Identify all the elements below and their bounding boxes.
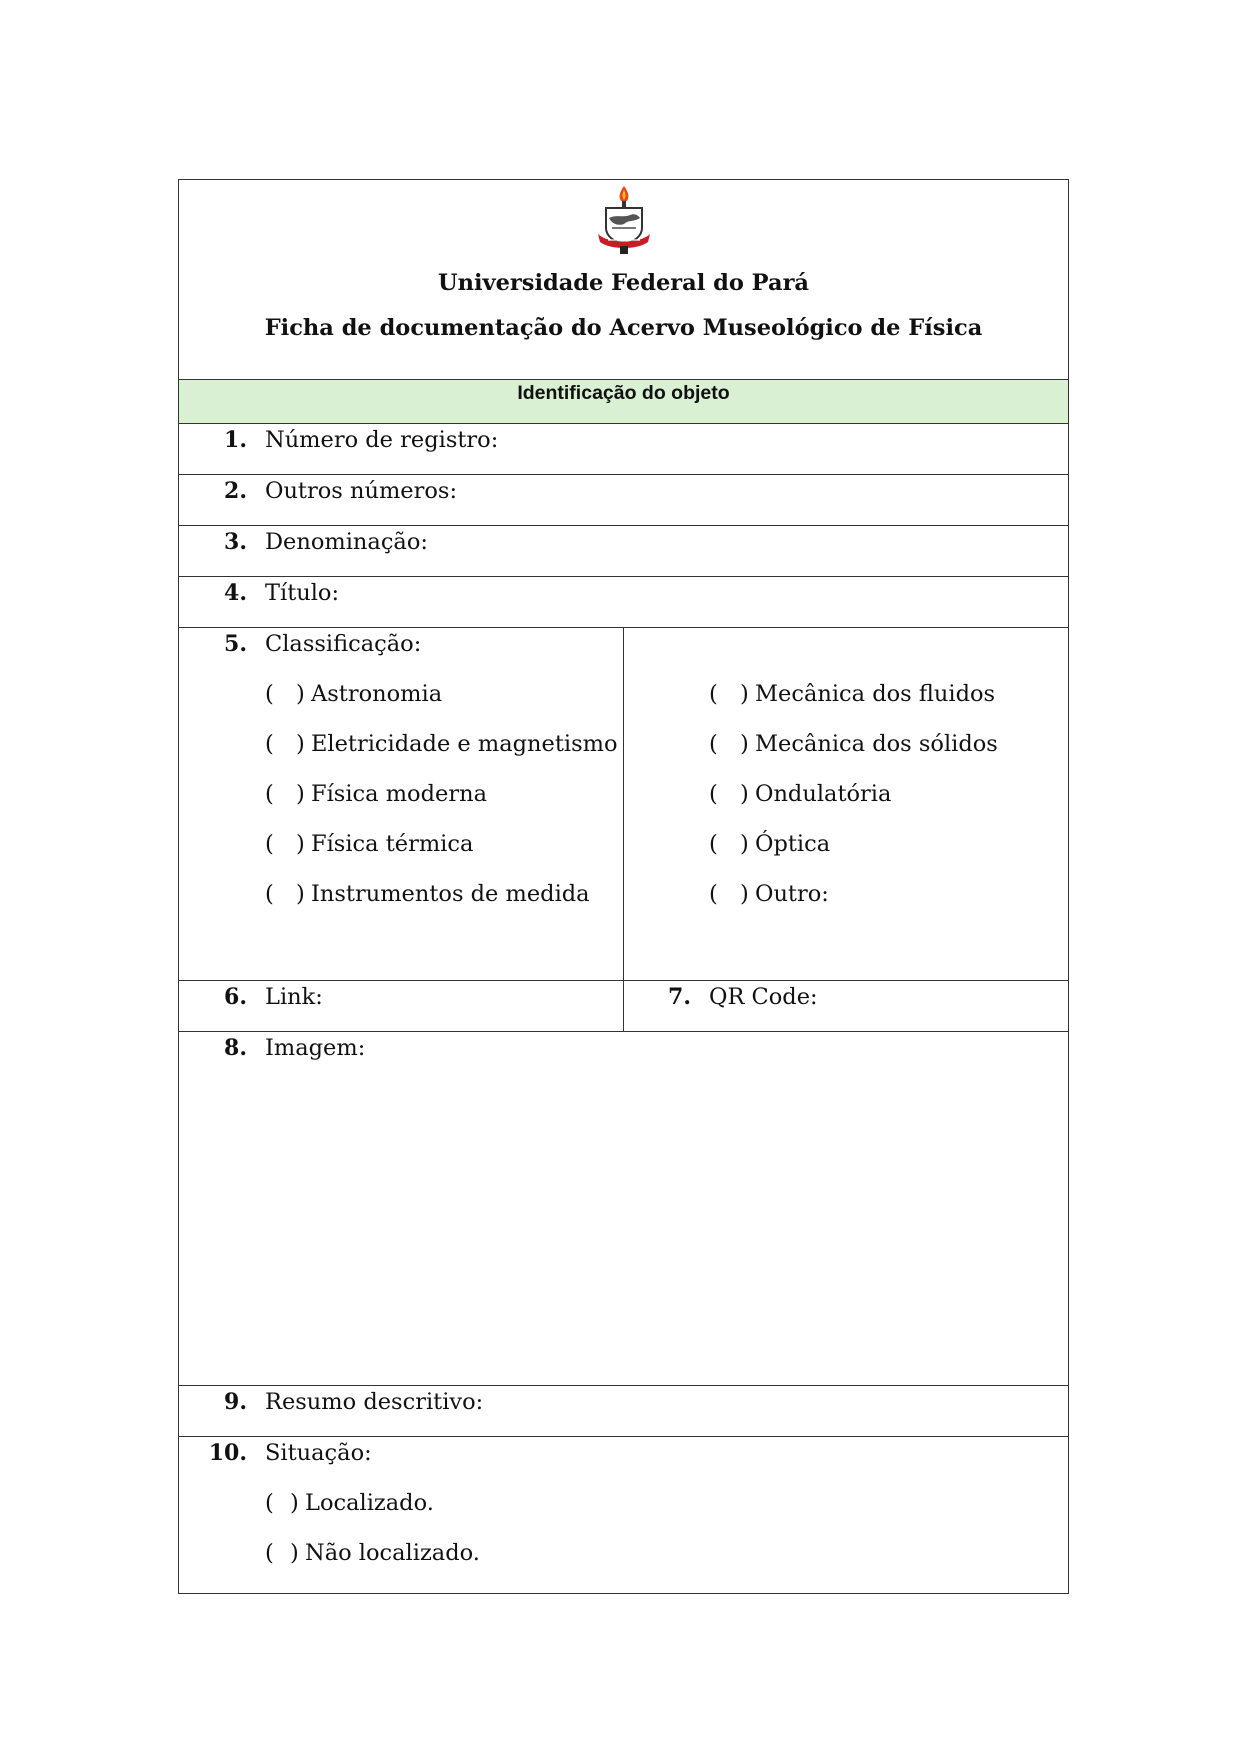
checkbox-open-paren: ( [265, 881, 274, 907]
field-row-link-qrcode [179, 980, 1068, 1032]
field-number: 5. [224, 631, 247, 657]
checkbox-open-paren: ( [265, 731, 274, 757]
option-label: Outro: [755, 881, 829, 907]
option-label: Localizado. [305, 1490, 434, 1516]
ufpa-crest-icon [594, 184, 654, 256]
field-label-link: Link: [265, 984, 323, 1010]
checkbox-close-paren: ) [740, 831, 749, 857]
field-label-summary: Resumo descritivo: [265, 1389, 484, 1415]
option-label: Física térmica [311, 831, 474, 857]
field-row-image [179, 1031, 1068, 1386]
checkbox-open-paren: ( [709, 881, 718, 907]
checkbox-open-paren: ( [265, 1540, 274, 1566]
checkbox-close-paren: ) [296, 681, 305, 707]
checkbox-open-paren: ( [265, 781, 274, 807]
option-label: Instrumentos de medida [311, 881, 590, 907]
column-divider [623, 628, 624, 981]
checkbox-open-paren: ( [709, 681, 718, 707]
field-number: 6. [224, 984, 247, 1010]
option-label: Não localizado. [305, 1540, 480, 1566]
field-row-registration-number [179, 423, 1068, 475]
checkbox-open-paren: ( [709, 781, 718, 807]
checkbox-close-paren: ) [296, 731, 305, 757]
checkbox-close-paren: ) [296, 881, 305, 907]
option-label: Astronomia [311, 681, 443, 707]
option-label: Mecânica dos fluidos [755, 681, 996, 707]
field-number: 9. [224, 1389, 247, 1415]
section-bar [179, 379, 1068, 424]
option-label: Ondulatória [755, 781, 892, 807]
checkbox-close-paren: ) [740, 731, 749, 757]
field-number: 3. [224, 529, 247, 555]
option-label: Óptica [755, 831, 831, 857]
option-label: Eletricidade e magnetismo [311, 731, 618, 757]
column-divider [623, 981, 624, 1032]
checkbox-close-paren: ) [296, 831, 305, 857]
checkbox-close-paren: ) [740, 881, 749, 907]
field-row-denomination [179, 525, 1068, 577]
field-number: 1. [224, 427, 247, 453]
field-row-summary [179, 1385, 1068, 1437]
field-number: 8. [224, 1035, 247, 1061]
checkbox-close-paren: ) [740, 681, 749, 707]
option-label: Mecânica dos sólidos [755, 731, 998, 757]
field-label-denomination: Denominação: [265, 529, 428, 555]
field-number: 10. [208, 1440, 247, 1466]
checkbox-close-paren: ) [296, 781, 305, 807]
field-label-other-numbers: Outros números: [265, 478, 458, 504]
field-row-title [179, 576, 1068, 628]
field-row-situation [179, 1436, 1068, 1593]
checkbox-open-paren: ( [265, 1490, 274, 1516]
field-label-qr-code: QR Code: [709, 984, 818, 1010]
option-label: Física moderna [311, 781, 487, 807]
field-label-title: Título: [265, 580, 340, 606]
field-number: 4. [224, 580, 247, 606]
checkbox-close-paren: ) [290, 1490, 299, 1516]
field-label-registration-number: Número de registro: [265, 427, 499, 453]
form-title: Ficha de documentação do Acervo Museológico de Física [264, 315, 983, 341]
checkbox-open-paren: ( [709, 731, 718, 757]
field-number: 2. [224, 478, 247, 504]
field-label-image: Imagem: [265, 1035, 366, 1061]
field-number: 7. [668, 984, 691, 1010]
form-header [179, 180, 1068, 381]
documentation-form [178, 179, 1069, 1594]
field-label-situation: Situação: [265, 1440, 372, 1466]
checkbox-open-paren: ( [265, 831, 274, 857]
section-title: Identificação do objeto [517, 382, 730, 404]
institution-name: Universidade Federal do Pará [438, 270, 809, 296]
field-row-classification [179, 627, 1068, 981]
checkbox-open-paren: ( [265, 681, 274, 707]
field-row-other-numbers [179, 474, 1068, 526]
checkbox-close-paren: ) [740, 781, 749, 807]
field-label-classification: Classificação: [265, 631, 422, 657]
checkbox-open-paren: ( [709, 831, 718, 857]
checkbox-close-paren: ) [290, 1540, 299, 1566]
